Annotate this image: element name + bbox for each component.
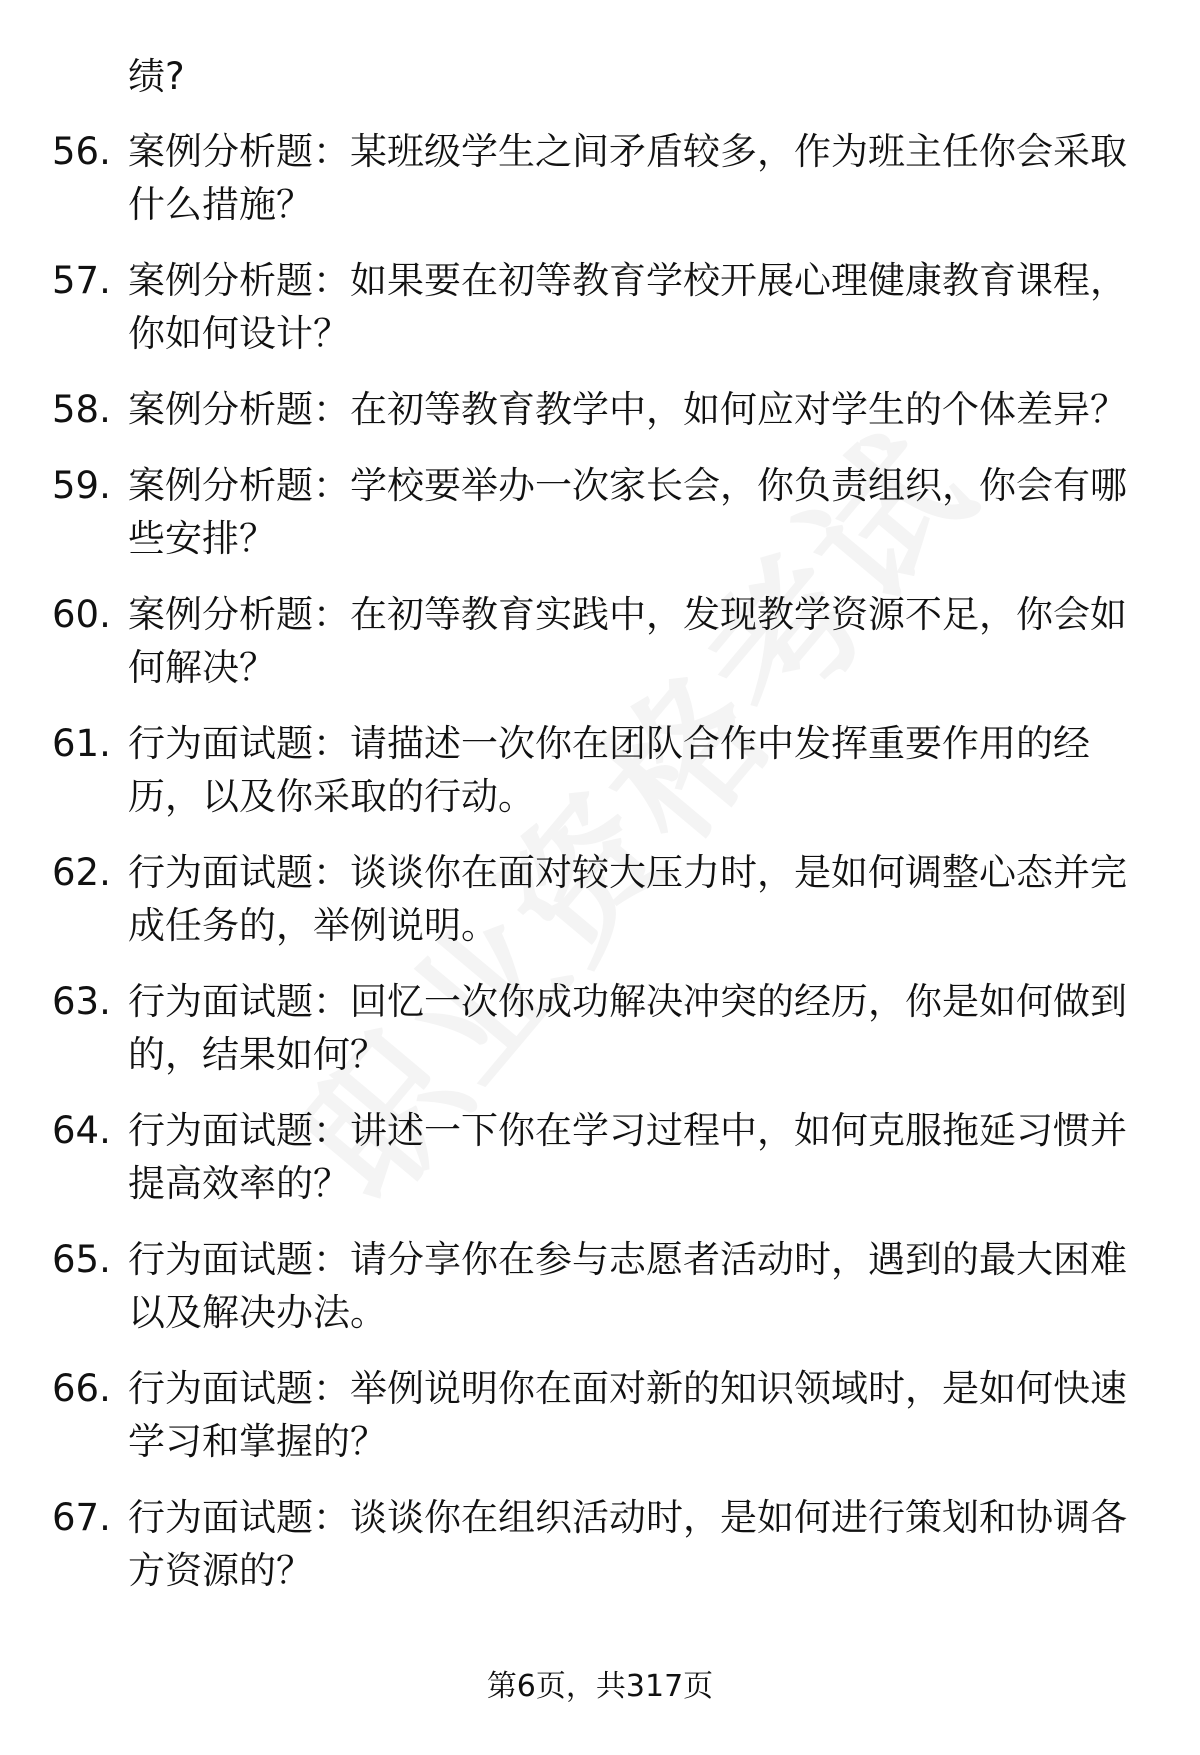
question-text: 绩? <box>128 55 185 98</box>
question-number-placeholder <box>52 50 128 103</box>
list-item <box>52 383 1142 436</box>
list-item <box>52 125 1142 231</box>
question-text: 行为面试题：请分享你在参与志愿者活动时，遇到的最大困难以及解决办法。 <box>128 1238 1127 1334</box>
list-item <box>52 1104 1142 1210</box>
question-number: 64. <box>52 1109 111 1152</box>
question-number: 59. <box>52 464 111 507</box>
question-number: 57. <box>52 259 111 302</box>
question-number: 60. <box>52 593 111 636</box>
list-item <box>52 1233 1142 1339</box>
list-item <box>52 717 1142 823</box>
question-number: 65. <box>52 1238 111 1281</box>
list-item <box>52 846 1142 952</box>
question-number: 62. <box>52 851 111 894</box>
question-text: 案例分析题：学校要举办一次家长会，你负责组织，你会有哪些安排？ <box>128 464 1127 560</box>
question-number: 61. <box>52 722 111 765</box>
question-text: 行为面试题：谈谈你在组织活动时，是如何进行策划和协调各方资源的？ <box>128 1496 1127 1592</box>
continued-question <box>52 50 1142 103</box>
question-number: 63. <box>52 980 111 1023</box>
list-item <box>52 1362 1142 1468</box>
list-item <box>52 254 1142 360</box>
page-footer: 第6页，共317页 <box>486 1669 714 1704</box>
question-text: 案例分析题：在初等教育实践中，发现教学资源不足，你会如何解决？ <box>128 593 1127 689</box>
question-text: 案例分析题：如果要在初等教育学校开展心理健康教育课程，你如何设计？ <box>128 259 1127 355</box>
question-number: 58. <box>52 388 111 431</box>
question-text: 行为面试题：谈谈你在面对较大压力时，是如何调整心态并完成任务的，举例说明。 <box>128 851 1127 947</box>
question-text: 案例分析题：在初等教育教学中，如何应对学生的个体差异？ <box>128 388 1127 431</box>
question-number: 66. <box>52 1367 111 1410</box>
list-item <box>52 975 1142 1081</box>
list-item <box>52 588 1142 694</box>
question-text: 行为面试题：讲述一下你在学习过程中，如何克服拖延习惯并提高效率的？ <box>128 1109 1127 1205</box>
question-text: 行为面试题：请描述一次你在团队合作中发挥重要作用的经历，以及你采取的行动。 <box>128 722 1090 818</box>
list-item <box>52 459 1142 565</box>
question-text: 行为面试题：回忆一次你成功解决冲突的经历，你是如何做到的，结果如何？ <box>128 980 1127 1076</box>
question-text: 行为面试题：举例说明你在面对新的知识领域时，是如何快速学习和掌握的？ <box>128 1367 1127 1463</box>
question-text: 案例分析题：某班级学生之间矛盾较多，作为班主任你会采取什么措施？ <box>128 130 1127 226</box>
question-number: 67. <box>52 1496 111 1539</box>
question-list <box>52 50 1142 1620</box>
list-item <box>52 1491 1142 1597</box>
question-number: 56. <box>52 130 111 173</box>
